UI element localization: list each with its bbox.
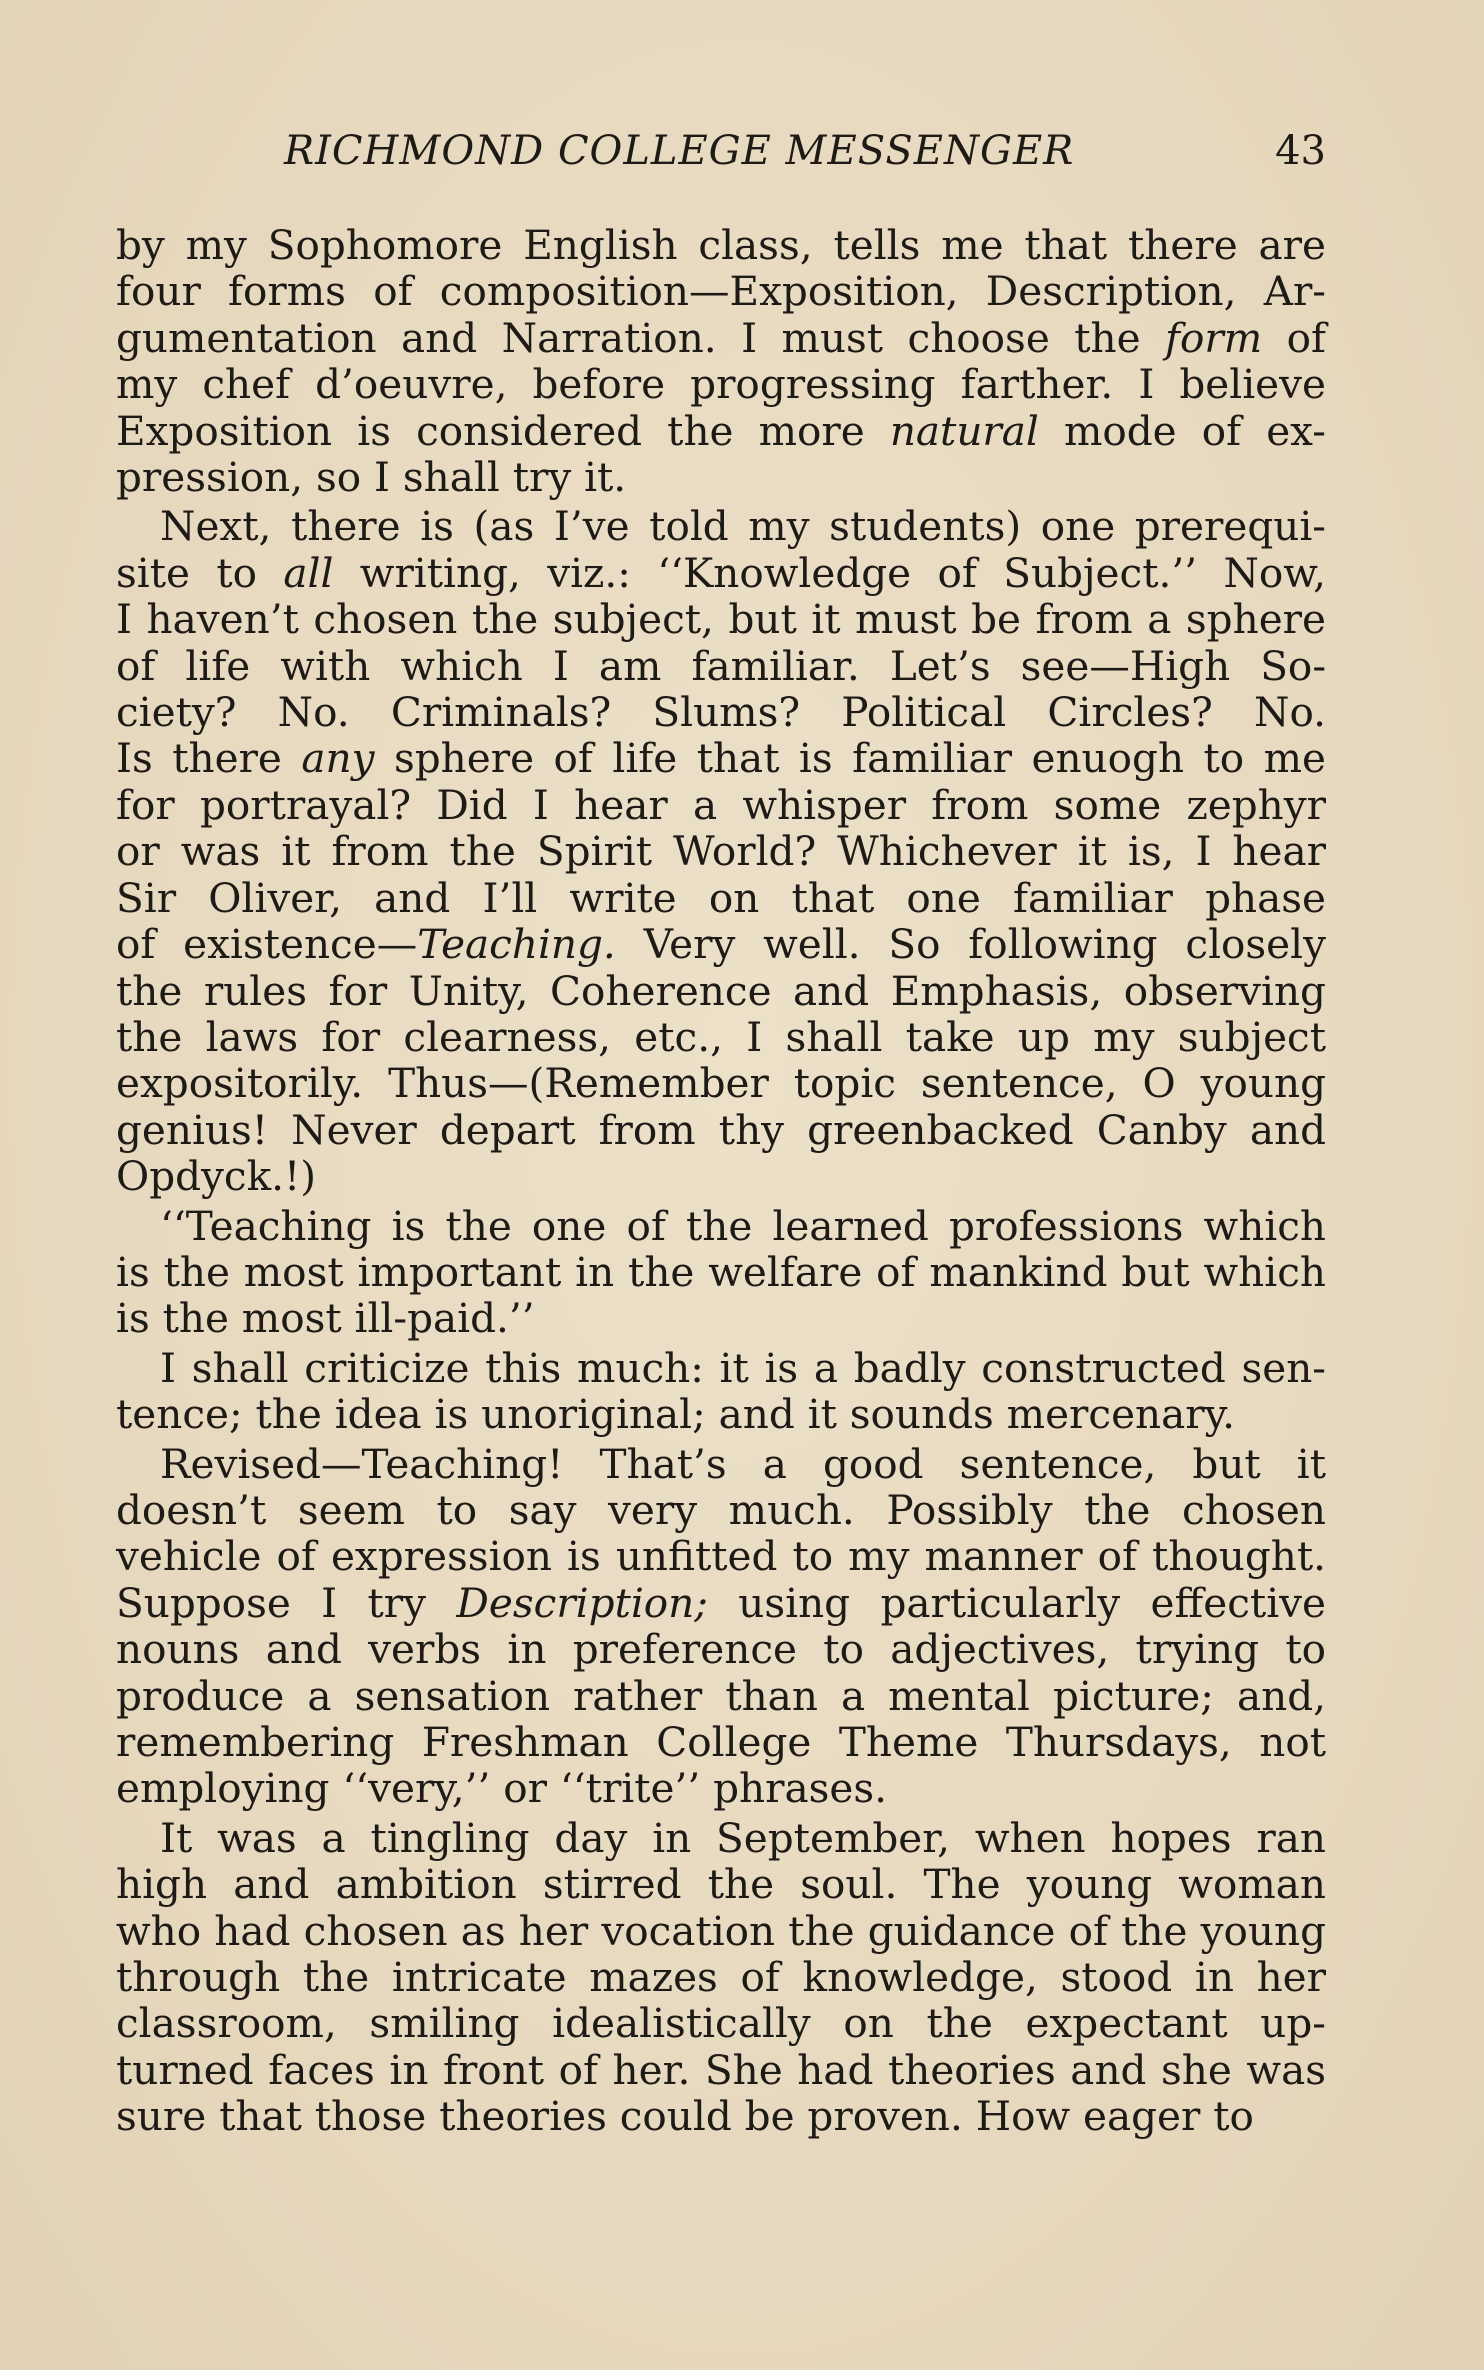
text-segment: high and ambition stirred the soul. The young woman [116,1860,1326,1909]
text-segment: vehicle of expression is unfitted to my manner of thought. [116,1532,1326,1581]
text-line [116,1391,1326,1437]
text-line [116,1203,1326,1249]
text-segment: genius! Never depart from thy greenbacked Canby and [116,1105,1326,1154]
text-segment: Opdyck.!) [116,1152,317,1201]
text-segment: Next, there is (as I’ve told my students) one prerequi- [160,502,1326,551]
text-line [116,1487,1326,1533]
italic-text: all [283,548,334,597]
text-line [116,1719,1326,1765]
text-segment: is the most ill-paid.’’ [116,1294,535,1343]
text-segment: or was it from the Spirit World? Whichever it is, I hear [116,827,1326,876]
text-segment: gumentation and Narration. I must choose the [116,313,1166,362]
text-segment: employing ‘‘very,’’ or ‘‘trite’’ phrases. [116,1764,888,1813]
text-segment: Very well. So following closely [615,920,1326,969]
text-segment: ‘‘Teaching is the one of the learned professions which [160,1201,1326,1250]
text-line [116,1626,1326,1672]
text-segment: Suppose I try [116,1578,457,1627]
text-segment: sure that those theories could be proven. How eager to [116,2092,1254,2141]
text-segment: by my Sophomore English class, tells me that there are [116,221,1326,269]
text-line [116,315,1326,361]
text-line [116,503,1326,549]
body-text [116,222,1326,2140]
text-line [116,828,1326,874]
text-segment: through the intricate mazes of knowledge, stood in her [116,1953,1326,2002]
text-segment: ciety? No. Criminals? Slums? Political Circles? No. [116,688,1326,737]
italic-text: Teaching. [417,920,616,969]
text-segment: turned faces in front of her. She had theories and she was [116,2045,1326,2094]
text-segment: pression, so I shall try it. [116,453,627,502]
text-line [116,1295,1326,1341]
text-segment: four forms of composition—Exposition, Description, Ar- [116,267,1326,316]
text-line [116,1580,1326,1626]
text-line [116,361,1326,407]
text-segment: Sir Oliver, and I’ll write on that one familiar phase [116,873,1326,922]
text-line [116,1765,1326,1811]
text-line [116,2000,1326,2046]
text-segment: the rules for Unity, Coherence and Emphasis, observing [116,966,1326,1015]
text-line [116,735,1326,781]
text-segment: classroom, smiling idealistically on the expectant up- [116,1999,1326,2048]
paragraph [116,503,1326,1199]
paragraph [116,1345,1326,1438]
text-line [116,1673,1326,1719]
page-number: 43 [1275,128,1326,174]
text-line [116,1345,1326,1391]
text-line [116,454,1326,500]
text-segment: expositorily. Thus—(Remember topic sentence, O young [116,1059,1326,1108]
text-segment: Is there [116,734,302,783]
text-segment: I shall criticize this much: it is a badly constructed sen- [160,1343,1326,1392]
text-line [116,1060,1326,1106]
text-line [116,222,1326,268]
text-segment: using particularly effective [707,1578,1327,1627]
text-segment: remembering Freshman College Theme Thursdays, not [116,1718,1326,1766]
text-segment: for portrayal? Did I hear a whisper from some zephyr [116,780,1326,829]
text-line [116,1014,1326,1060]
text-line [116,921,1326,967]
text-segment: the laws for clearness, etc., I shall take up my subject [116,1012,1326,1061]
text-segment: of life with which I am familiar. Let’s see—High So- [116,641,1326,690]
text-segment: It was a tingling day in September, when hopes ran [160,1813,1326,1862]
text-line [116,782,1326,828]
text-segment: mode of ex- [1038,406,1326,455]
text-segment: of existence— [116,920,418,969]
text-line [116,1107,1326,1153]
italic-text: any [301,734,375,783]
text-line [116,596,1326,642]
text-line [116,1249,1326,1295]
text-line [116,643,1326,689]
text-segment: writing, viz.: ‘‘Knowledge of Subject.’’ Now, [333,548,1327,597]
text-segment: I haven’t chosen the subject, but it must be from a sphere [116,595,1326,644]
text-line [116,1954,1326,2000]
paragraph [116,222,1326,500]
text-line [116,2047,1326,2093]
text-line [116,268,1326,314]
text-segment: doesn’t seem to say very much. Possibly the chosen [116,1485,1326,1534]
text-line [116,550,1326,596]
text-segment: Revised—Teaching! That’s a good sentence, but it [160,1439,1326,1488]
text-line [116,1815,1326,1861]
text-segment: produce a sensation rather than a mental picture; and, [116,1671,1326,1720]
text-segment: nouns and verbs in preference to adjectives, trying to [116,1625,1326,1674]
text-line [116,968,1326,1014]
italic-text: form [1165,313,1263,362]
text-segment: is the most important in the welfare of mankind but which [116,1247,1326,1296]
paragraph [116,1203,1326,1342]
text-line [116,2093,1326,2139]
text-line [116,1861,1326,1907]
text-segment: my chef d’oeuvre, before progressing farther. I believe [116,360,1326,409]
text-segment: who had chosen as her vocation the guidance of the young [116,1906,1326,1955]
text-line [116,1153,1326,1199]
text-line [116,1908,1326,1954]
paragraph [116,1815,1326,2140]
text-line [116,408,1326,454]
text-segment: sphere of life that is familiar enuogh to me [374,734,1326,783]
text-line [116,1441,1326,1487]
text-line [116,875,1326,921]
running-title: RICHMOND COLLEGE MESSENGER [284,128,1075,174]
text-line [116,689,1326,735]
text-segment: Exposition is considered the more [116,406,890,455]
italic-text: natural [889,406,1039,455]
text-segment: tence; the idea is unoriginal; and it sounds mercenary. [116,1390,1236,1439]
text-segment: of [1262,313,1326,362]
paragraph [116,1441,1326,1812]
text-segment: site to [116,548,284,597]
page-header [116,128,1326,188]
text-line [116,1533,1326,1579]
italic-text: Description; [456,1578,708,1627]
